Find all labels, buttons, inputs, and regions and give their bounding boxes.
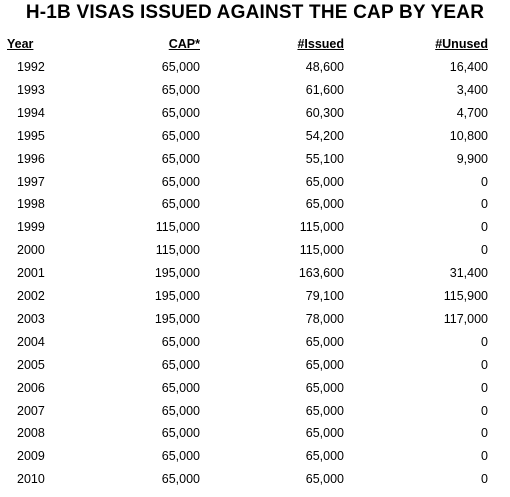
cell-unused: 0 xyxy=(481,449,488,464)
table-row xyxy=(0,125,510,148)
cell-unused: 0 xyxy=(481,197,488,212)
cell-year: 1995 xyxy=(17,128,45,143)
header-year: Year xyxy=(7,37,34,51)
cell-issued: 55,100 xyxy=(305,151,344,166)
cell-year: 1992 xyxy=(17,60,45,74)
cell-issued: 115,000 xyxy=(299,220,344,235)
table-row xyxy=(0,148,510,171)
table-row xyxy=(0,400,510,423)
table-row xyxy=(0,354,510,377)
table-row xyxy=(0,216,510,239)
table-row xyxy=(0,239,510,262)
cell-unused: 31,400 xyxy=(449,266,488,281)
cell-unused: 9,900 xyxy=(456,151,488,166)
cell-unused: 117,000 xyxy=(443,311,488,326)
cell-unused: 0 xyxy=(481,357,488,372)
cell-year: 1998 xyxy=(17,197,45,212)
table-row xyxy=(0,262,510,285)
cell-cap: 115,000 xyxy=(155,220,200,235)
cell-year: 1994 xyxy=(17,105,45,120)
table-row xyxy=(0,308,510,331)
cell-cap: 65,000 xyxy=(161,128,200,143)
header-issued: #Issued xyxy=(297,37,344,51)
cell-issued: 65,000 xyxy=(305,357,344,372)
cell-cap: 65,000 xyxy=(161,82,200,97)
cell-year: 2007 xyxy=(17,403,45,418)
table-row xyxy=(0,422,510,445)
cell-year: 2008 xyxy=(17,426,45,441)
cell-cap: 65,000 xyxy=(161,403,200,418)
cell-cap: 65,000 xyxy=(161,60,200,74)
cell-issued: 115,000 xyxy=(299,243,344,258)
cell-issued: 65,000 xyxy=(305,174,344,189)
cell-year: 1999 xyxy=(17,220,45,235)
cell-unused: 0 xyxy=(481,174,488,189)
cell-year: 1996 xyxy=(17,151,45,166)
header-cap: CAP* xyxy=(168,37,200,51)
cell-issued: 78,000 xyxy=(305,311,344,326)
cell-unused: 0 xyxy=(481,334,488,349)
cell-unused: 0 xyxy=(481,403,488,418)
cell-cap: 195,000 xyxy=(154,289,200,303)
cell-year: 1997 xyxy=(17,174,45,189)
cell-year: 2000 xyxy=(17,243,45,258)
table-row xyxy=(0,102,510,125)
cell-cap: 65,000 xyxy=(161,151,200,166)
cell-issued: 61,600 xyxy=(305,82,344,97)
table-row xyxy=(0,56,510,79)
cell-issued: 65,000 xyxy=(305,197,344,212)
cell-issued: 48,600 xyxy=(305,60,344,74)
cell-cap: 115,000 xyxy=(155,243,200,258)
cell-year: 2002 xyxy=(17,289,45,303)
cell-unused: 115,900 xyxy=(443,289,488,303)
cell-year: 2006 xyxy=(17,380,45,395)
cell-cap: 65,000 xyxy=(161,357,200,372)
table-row xyxy=(0,193,510,216)
cell-unused: 4,700 xyxy=(456,105,488,120)
cell-cap: 195,000 xyxy=(154,266,200,281)
cell-cap: 65,000 xyxy=(161,426,200,441)
cell-unused: 0 xyxy=(481,380,488,395)
table-row xyxy=(0,285,510,308)
cell-year: 2003 xyxy=(17,311,45,326)
cell-unused: 3,400 xyxy=(456,82,488,97)
cell-cap: 65,000 xyxy=(161,197,200,212)
cell-unused: 16,400 xyxy=(449,60,488,74)
cell-issued: 65,000 xyxy=(305,449,344,464)
cell-year: 1993 xyxy=(17,82,45,97)
cell-unused: 0 xyxy=(481,472,488,487)
table-title: H-1B VISAS ISSUED AGAINST THE CAP BY YEAR xyxy=(25,2,485,23)
cell-unused: 0 xyxy=(481,426,488,441)
cell-issued: 65,000 xyxy=(305,426,344,441)
cell-unused: 10,800 xyxy=(449,128,488,143)
cell-cap: 65,000 xyxy=(161,472,200,487)
table-row xyxy=(0,468,510,491)
table-row xyxy=(0,79,510,102)
table-row xyxy=(0,377,510,400)
cell-issued: 54,200 xyxy=(305,128,344,143)
cell-cap: 195,000 xyxy=(154,311,200,326)
cell-year: 2010 xyxy=(17,472,45,487)
cell-cap: 65,000 xyxy=(161,449,200,464)
cell-issued: 65,000 xyxy=(305,334,344,349)
cell-issued: 60,300 xyxy=(305,105,344,120)
cell-year: 2001 xyxy=(17,266,45,281)
cell-issued: 79,100 xyxy=(305,289,344,303)
cell-issued: 163,600 xyxy=(298,266,344,281)
cell-cap: 65,000 xyxy=(161,380,200,395)
cell-cap: 65,000 xyxy=(161,105,200,120)
cell-year: 2005 xyxy=(17,357,45,372)
cell-year: 2009 xyxy=(17,449,45,464)
table-row xyxy=(0,171,510,194)
cell-issued: 65,000 xyxy=(305,380,344,395)
cell-year: 2004 xyxy=(17,334,45,349)
cell-unused: 0 xyxy=(481,220,488,235)
cell-unused: 0 xyxy=(481,243,488,258)
cell-issued: 65,000 xyxy=(305,403,344,418)
cell-cap: 65,000 xyxy=(161,174,200,189)
header-unused: #Unused xyxy=(435,37,488,51)
table-row xyxy=(0,331,510,354)
cell-cap: 65,000 xyxy=(161,334,200,349)
cell-issued: 65,000 xyxy=(305,472,344,487)
table-row xyxy=(0,445,510,468)
table-header-row xyxy=(0,33,510,56)
